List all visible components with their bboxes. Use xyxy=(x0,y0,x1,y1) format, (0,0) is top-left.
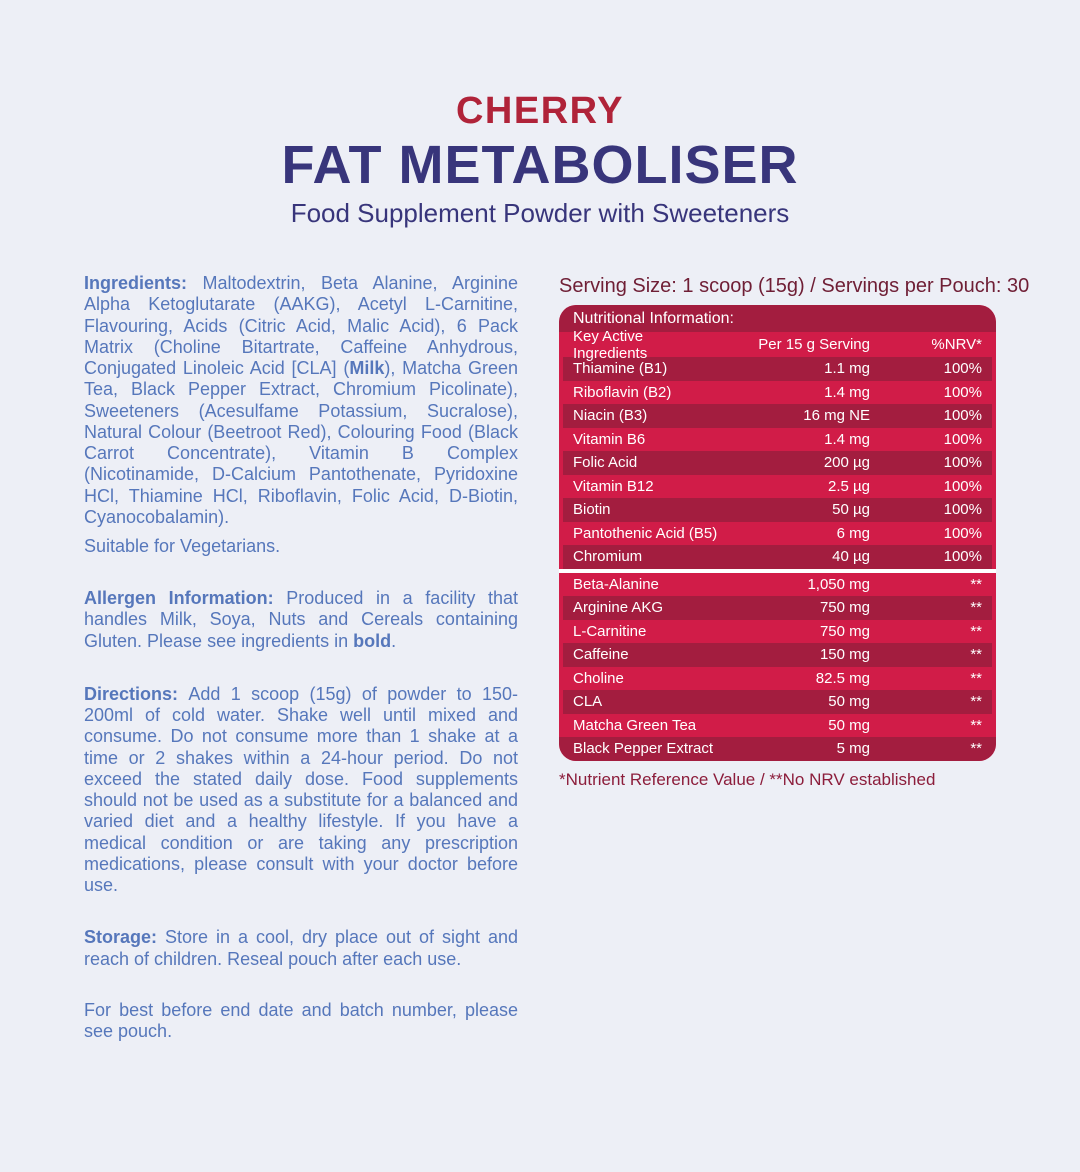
nutrition-row xyxy=(559,667,996,691)
nutrition-row xyxy=(563,451,992,475)
row-nrv: 100% xyxy=(943,454,982,472)
nutrition-row xyxy=(563,690,992,714)
row-amount: 1.4 mg xyxy=(824,383,870,401)
row-label: Niacin (B3) xyxy=(573,407,648,425)
serving-size-line: Serving Size: 1 scoop (15g) / Servings per Pouch: 30 xyxy=(559,275,1030,298)
row-amount: 50 mg xyxy=(828,693,870,711)
row-nrv: 100% xyxy=(943,407,982,425)
row-nrv: ** xyxy=(970,669,982,687)
nutrition-row xyxy=(563,404,992,428)
nutrition-row xyxy=(563,643,992,667)
nutrition-row xyxy=(563,545,992,569)
row-amount: 1.1 mg xyxy=(824,360,870,378)
row-label: Riboflavin (B2) xyxy=(573,383,672,401)
row-amount: 2.5 µg xyxy=(827,477,870,495)
nutrition-column xyxy=(559,273,1030,1042)
row-amount: 750 mg xyxy=(819,599,870,617)
row-amount: 1,050 mg xyxy=(807,575,870,593)
column-header-serving: Per 15 g Serving xyxy=(758,336,870,354)
row-label: Thiamine (B1) xyxy=(573,360,668,378)
row-label: Beta-Alanine xyxy=(573,575,659,593)
nutrition-table xyxy=(559,305,996,761)
nutrition-table-header-row xyxy=(559,327,996,362)
paragraph-allergen: Allergen Information: Produced in a facility that handles Milk, Soya, Nuts and Cereals containing Gluten. Please see ingredients in bold. xyxy=(84,588,518,651)
row-label: Black Pepper Extract xyxy=(573,740,714,758)
paragraph-storage: Storage: Store in a cool, dry place out of sight and reach of children. Reseal pouch after each use. xyxy=(84,927,519,969)
nutrition-row xyxy=(559,381,996,405)
left-column xyxy=(84,273,518,1042)
row-amount: 750 mg xyxy=(819,622,870,640)
product-subtitle: Food Supplement Powder with Sweeteners xyxy=(290,198,790,229)
flavour-title: CHERRY xyxy=(455,90,625,132)
row-label: CLA xyxy=(573,693,603,711)
nutrition-row xyxy=(563,498,992,522)
nutrition-row xyxy=(559,620,996,644)
row-amount: 200 µg xyxy=(823,454,870,472)
nrv-rows xyxy=(559,357,996,569)
nutrition-row xyxy=(559,522,996,546)
row-label: Pantothenic Acid (B5) xyxy=(573,524,718,542)
row-label: Biotin xyxy=(573,501,611,519)
nutrition-row xyxy=(563,357,992,381)
active-rows xyxy=(559,573,996,761)
row-label: Vitamin B6 xyxy=(573,430,646,448)
row-nrv: ** xyxy=(970,622,982,640)
row-nrv: ** xyxy=(970,646,982,664)
row-label: Caffeine xyxy=(573,646,629,664)
row-amount: 150 mg xyxy=(819,646,870,664)
paragraph-vegetarian-note: Suitable for Vegetarians. xyxy=(84,536,281,557)
paragraph-batch-note: For best before end date and batch number, please see pouch. xyxy=(84,999,518,1041)
nutrition-row xyxy=(559,475,996,499)
column-header-nrv: %NRV* xyxy=(931,336,982,354)
row-label: Matcha Green Tea xyxy=(573,716,697,734)
nutrition-row xyxy=(563,596,992,620)
nutrition-row xyxy=(559,573,996,597)
row-amount: 1.4 mg xyxy=(824,430,870,448)
row-label: Choline xyxy=(573,669,624,687)
nutrition-table-title: Nutritional Information: xyxy=(573,309,734,327)
row-label: L-Carnitine xyxy=(573,622,647,640)
row-nrv: 100% xyxy=(943,360,982,378)
row-label: Chromium xyxy=(573,548,643,566)
row-amount: 5 mg xyxy=(836,740,870,758)
product-title: FAT METABOLISER xyxy=(281,135,799,195)
row-nrv: 100% xyxy=(943,383,982,401)
row-nrv: ** xyxy=(970,599,982,617)
column-header-ingredients: Key Active Ingredients xyxy=(573,327,648,362)
row-label: Vitamin B12 xyxy=(573,477,654,495)
row-amount: 40 µg xyxy=(832,548,870,566)
row-label: Arginine AKG xyxy=(573,599,664,617)
row-label: Folic Acid xyxy=(573,454,638,472)
row-amount: 50 µg xyxy=(832,501,870,519)
row-nrv: 100% xyxy=(943,501,982,519)
row-amount: 50 mg xyxy=(828,716,870,734)
row-nrv: ** xyxy=(970,693,982,711)
row-nrv: ** xyxy=(970,740,982,758)
nutrition-row xyxy=(559,428,996,452)
row-amount: 16 mg NE xyxy=(803,407,870,425)
nutrition-row xyxy=(559,714,996,738)
paragraph-ingredients: Ingredients: Maltodextrin, Beta Alanine, Arginine Alpha Ketoglutarate (AAKG), Acetyl L-Carnitine, Flavouring, Acids (Citric Acid, Malic Acid), 6 Pack Matrix (Choline Bitartrate, Caffeine Anhydrous, Conjugated Linoleic Acid [CLA] (Milk), Matcha Green Tea, Black Pepper Extract, Chromium Picolinate), Sweeteners (Acesulfame Potassium, Sucralose), Natural Colour (Beetroot Red), Colouring Food (Black Carrot Concentrate), Vitamin B Complex (Nicotinamide, D-Calcium Pantothenate, Pyridoxine HCl, Thiamine HCl, Riboflavin, Folic Acid, D-Biotin, Cyanocobalamin). xyxy=(84,273,518,527)
nutrition-row xyxy=(559,737,996,761)
paragraph-directions: Directions: Add 1 scoop (15g) of powder to 150-200ml of cold water. Shake well until mixed and consume. Do not consume more than 1 shake at a time or 2 shakes within a 24-hour period. Do not exceed the stated daily dose. Food supplements should not be used as a substitute for a balanced and varied diet and a healthy lifestyle. If you have a medical condition or are taking any prescription medications, please consult with your doctor before use. xyxy=(84,683,518,896)
nrv-footnote: *Nutrient Reference Value / **No NRV established xyxy=(559,769,936,789)
label-body xyxy=(0,273,1080,1042)
label-header xyxy=(0,92,1080,229)
row-nrv: 100% xyxy=(943,524,982,542)
row-amount: 6 mg xyxy=(836,524,870,542)
row-amount: 82.5 mg xyxy=(815,669,870,687)
row-nrv: ** xyxy=(970,575,982,593)
row-nrv: ** xyxy=(970,716,982,734)
row-nrv: 100% xyxy=(943,477,982,495)
row-nrv: 100% xyxy=(943,430,982,448)
row-nrv: 100% xyxy=(943,548,982,566)
